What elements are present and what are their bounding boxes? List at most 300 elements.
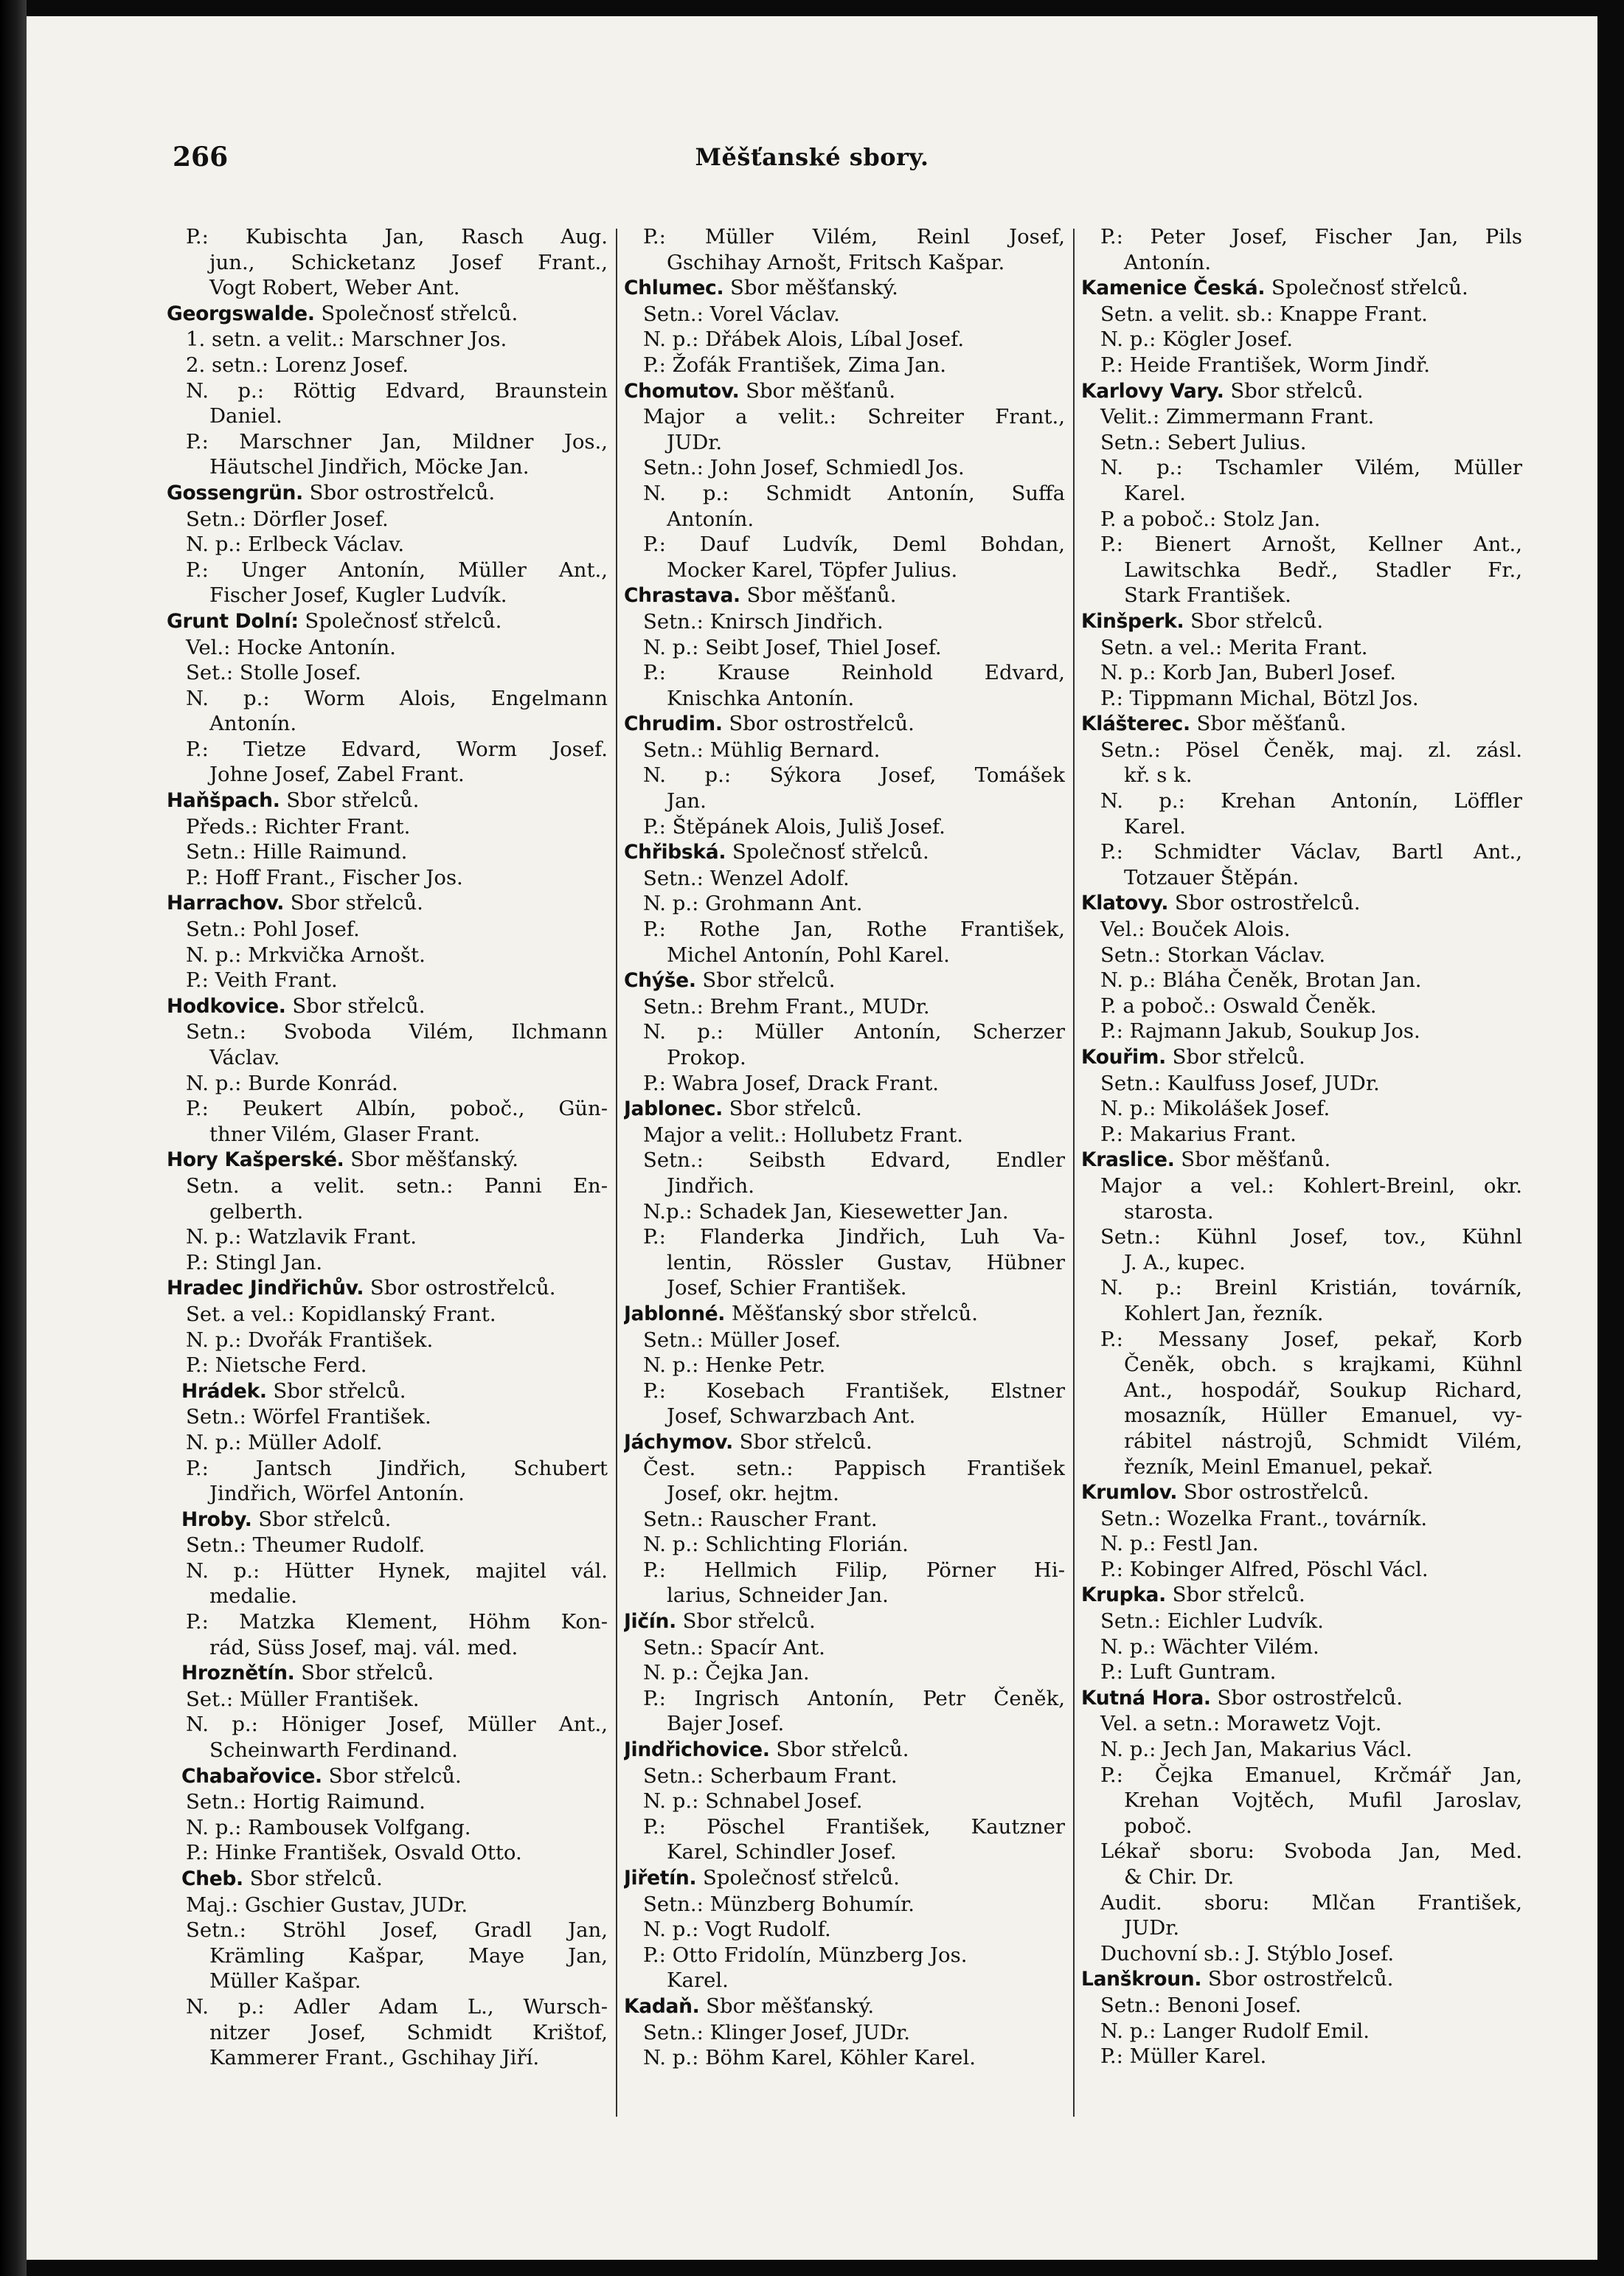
entry-line: P.: Wabra Josef, Drack Frant. [643, 1071, 940, 1095]
place-name: Hory Kašperské. [167, 1148, 344, 1172]
place-name: Krumlov. [1081, 1481, 1178, 1505]
entry-line: Antonín. [667, 507, 754, 531]
entry-line: rábitel nástrojů, Schmidt Vilém, [1124, 1429, 1522, 1453]
entry-line: thner Vilém, Glaser Frant. [209, 1122, 480, 1146]
corps-type: Sbor střelců. [243, 1867, 383, 1890]
entry-line: Čest. setn.: Pappisch František [643, 1456, 1065, 1480]
entry-line: Setn. a vel.: Merita Frant. [1100, 635, 1368, 659]
corps-type: Sbor střelců. [294, 1661, 434, 1685]
place-name: Jiřetín. [624, 1867, 697, 1890]
entry-heading [167, 993, 608, 1020]
entry-line: N. p.: Dřábek Alois, Líbal Josef. [643, 327, 965, 352]
entry-line: N. p.: Schmidt Antonín, Suffa [643, 481, 1065, 505]
place-name: Hroznětín. [181, 1662, 295, 1685]
entry-line: Setn.: Klinger Josef, JUDr. [643, 2020, 910, 2044]
entry-line: Setn. a velit. setn.: Panni En- [186, 1173, 608, 1198]
entry-line: N. p.: Vogt Rudolf. [643, 1918, 831, 1942]
entry-line: Vel.: Bouček Alois. [1100, 917, 1291, 942]
entry-line: N. p.: Hütter Hynek, majitel vál. [186, 1558, 608, 1583]
entry-line: Müller Kašpar. [209, 1969, 361, 1994]
entry-line: P.: Peter Josef, Fischer Jan, Pils [1100, 225, 1522, 249]
entry-line: Karel. [667, 1968, 729, 1993]
place-name: Hradec Jindřichův. [167, 1277, 364, 1300]
entry-line: Předs.: Richter Frant. [186, 814, 411, 839]
entry-line: kř. s k. [1124, 763, 1193, 788]
entry-line: Čeněk, obch. s krajkami, Kühnl [1124, 1353, 1522, 1377]
column-2 [624, 224, 1065, 2216]
corps-type: Sbor měšťanů. [1190, 712, 1347, 736]
place-name: Kraslice. [1081, 1148, 1175, 1172]
entry-line: P.: Veith Frant. [186, 968, 338, 993]
corps-type: Společnosť střelců. [696, 1866, 900, 1890]
corps-type: Sbor měšťanů. [1174, 1148, 1331, 1172]
entry-line: P.: Luft Guntram. [1100, 1660, 1277, 1685]
entry-line: Major a velit.: Schreiter Frant., [643, 405, 1065, 429]
entry-line: N. p.: Schnabel Josef. [643, 1789, 863, 1814]
entry-line: N. p.: Dvořák František. [186, 1328, 434, 1352]
entry-line: P.: Hinke František, Osvald Otto. [186, 1841, 522, 1865]
entry-line: Major a vel.: Kohlert-Breinl, okr. [1100, 1173, 1522, 1198]
entry-line: P.: Rajmann Jakub, Soukup Jos. [1100, 1019, 1420, 1044]
entry-line: Setn.: Hortig Raimund. [186, 1790, 426, 1814]
entry-line: N. p.: Bláha Čeněk, Brotan Jan. [1100, 968, 1422, 993]
entry-heading [1081, 378, 1522, 405]
corps-type: Společnosť střelců. [1265, 276, 1468, 300]
place-name: Chrastava. [624, 584, 740, 608]
entry-line: Stark František. [1124, 583, 1291, 608]
entry-heading [624, 711, 1065, 738]
entry-line: N. p.: Röttig Edvard, Braunstein [186, 378, 608, 403]
entry-heading [1081, 1582, 1522, 1609]
entry-line: N. p.: Höniger Josef, Müller Ant., [186, 1713, 608, 1737]
place-name: Hodkovice. [167, 994, 286, 1018]
corps-type: Sbor měšťanský. [723, 276, 898, 300]
entry-line: N. p.: Čejka Jan. [643, 1661, 810, 1685]
corps-type: Sbor střelců. [1184, 608, 1324, 633]
entry-heading [1081, 1147, 1522, 1173]
entry-line: Setn.: Wozelka Frant., továrník. [1100, 1506, 1428, 1530]
column-1 [167, 224, 608, 2216]
entry-heading [1081, 1479, 1522, 1506]
entry-heading [167, 1378, 608, 1405]
entry-heading [167, 890, 608, 917]
entry-line: jun., Schicketanz Josef Frant., [209, 250, 608, 274]
entry-line: P.: Müller Karel. [1100, 2044, 1267, 2069]
text-columns [167, 224, 1538, 2216]
entry-line: Setn.: Eichler Ludvík. [1100, 1609, 1324, 1634]
entry-line: N. p.: Festl Jan. [1100, 1532, 1259, 1556]
column-3 [1081, 224, 1522, 2216]
entry-line: Duchovní sb.: J. Stýblo Josef. [1100, 1941, 1395, 1966]
corps-type: Sbor ostrostřelců. [1201, 1967, 1394, 1991]
entry-line: Knischka Antonín. [667, 686, 855, 710]
entry-line: Setn.: Dörfler Josef. [186, 507, 389, 531]
entry-heading [1081, 1044, 1522, 1071]
column-rule-1 [616, 229, 617, 2117]
entry-line: P.: Jantsch Jindřich, Schubert [186, 1456, 608, 1480]
entry-line: N. p.: Jech Jan, Makarius Václ. [1100, 1738, 1412, 1762]
entry-line: Maj.: Gschier Gustav, JUDr. [186, 1892, 468, 1917]
entry-line: Totzauer Štěpán. [1124, 865, 1299, 889]
entry-line: Lékař sboru: Svoboda Jan, Med. [1100, 1839, 1522, 1864]
entry-line: N. p.: Worm Alois, Engelmann [186, 686, 608, 710]
place-name: Hroby. [181, 1507, 252, 1531]
entry-heading [167, 1275, 608, 1302]
entry-line: N. p.: Rambousek Volfgang. [186, 1815, 471, 1839]
entry-line: Velit.: Zimmermann Frant. [1100, 405, 1375, 429]
entry-line: P. a poboč.: Oswald Čeněk. [1100, 993, 1377, 1018]
entry-line: P.: Makarius Frant. [1100, 1122, 1297, 1146]
corps-type: Sbor ostrostřelců. [1168, 891, 1361, 915]
entry-line: N. p.: Korb Jan, Buberl Josef. [1100, 661, 1396, 685]
place-name: Lanškroun. [1081, 1968, 1202, 1991]
entry-line: Setn.: Vorel Václav. [643, 302, 840, 326]
entry-line: Kammerer Frant., Gschihay Jiří. [209, 2046, 540, 2070]
entry-line: P.: Messany Josef, pekař, Korb [1100, 1327, 1522, 1351]
entry-line: P.: Čejka Emanuel, Krčmář Jan, [1100, 1763, 1522, 1787]
page-number: 266 [173, 142, 229, 173]
entry-line: Setn.: Knirsch Jindřich. [643, 609, 884, 634]
entry-line: mosazník, Hüller Emanuel, vy- [1124, 1404, 1522, 1428]
entry-line: Fischer Josef, Kugler Ludvík. [209, 583, 507, 608]
entry-line: Scheinwarth Ferdinand. [209, 1738, 458, 1763]
entry-line: poboč. [1124, 1814, 1193, 1838]
corps-type: Sbor měšťanský. [699, 1994, 875, 2018]
entry-heading [1081, 608, 1522, 635]
entry-line: Setn.: Benoni Josef. [1100, 1993, 1302, 2017]
entry-line: P.: Otto Fridolín, Münzberg Jos. [643, 1943, 968, 1967]
corps-type: Sbor ostrostřelců. [1210, 1685, 1403, 1710]
entry-heading [624, 583, 1065, 609]
scanned-page [27, 16, 1597, 2260]
entry-line: N. p.: Seibt Josef, Thiel Josef. [643, 635, 942, 659]
entry-line: N. p.: Erlbeck Václav. [186, 532, 405, 557]
corps-type: Sbor střelců. [676, 1609, 816, 1634]
entry-heading [167, 480, 608, 507]
place-name: Karlovy Vary. [1081, 379, 1224, 403]
corps-type: Sbor měšťanů. [739, 378, 896, 403]
entry-heading [1081, 1685, 1522, 1712]
entry-line: gelberth. [209, 1199, 304, 1224]
place-name: Jindřichovice. [624, 1738, 770, 1762]
entry-line: JUDr. [667, 430, 723, 454]
place-name: Georgswalde. [167, 302, 315, 325]
entry-heading [167, 1660, 608, 1687]
entry-heading [1081, 275, 1522, 302]
entry-line: Audit. sboru: Mlčan František, [1100, 1890, 1522, 1915]
entry-heading [167, 608, 608, 635]
place-name: Chabařovice. [181, 1764, 322, 1788]
entry-line: N. p.: Breinl Kristián, továrník, [1100, 1276, 1522, 1300]
entry-line: P.: Nietsche Ferd. [186, 1353, 367, 1378]
entry-line: N. p.: Müller Adolf. [186, 1430, 383, 1454]
entry-line: N. p.: Kögler Josef. [1100, 327, 1293, 352]
entry-line: Jan. [667, 789, 707, 813]
entry-line: Setn.: Svoboda Vilém, Ilchmann [186, 1020, 608, 1044]
column-rule-2 [1073, 229, 1075, 2117]
entry-line: Setn.: Kühnl Josef, tov., Kühnl [1100, 1225, 1522, 1249]
entry-line: N. p.: Mikolášek Josef. [1100, 1097, 1330, 1121]
entry-line: N. p.: Mrkvička Arnošt. [186, 943, 426, 967]
corps-type: Společnosť střelců. [726, 840, 929, 864]
place-name: Gossengrün. [167, 481, 303, 504]
entry-line: P. a poboč.: Stolz Jan. [1100, 507, 1321, 531]
entry-line: P.: Müller Vilém, Reinl Josef, [643, 225, 1065, 249]
corps-type: Sbor střelců. [732, 1429, 872, 1454]
entry-line: P.: Ingrisch Antonín, Petr Čeněk, [643, 1686, 1065, 1710]
entry-line: P.: Marschner Jan, Mildner Jos., [186, 429, 608, 454]
entry-line: J. A., kupec. [1124, 1250, 1246, 1274]
entry-line: Bajer Josef. [667, 1712, 785, 1736]
place-name: Cheb. [181, 1867, 243, 1890]
entry-line: Setn.: Mühlig Bernard. [643, 738, 881, 762]
entry-line: Johne Josef, Zabel Frant. [209, 763, 465, 787]
entry-line: 1. setn. a velit.: Marschner Jos. [186, 327, 507, 352]
place-name: Harrachov. [167, 892, 285, 915]
entry-line: P.: Tietze Edvard, Worm Josef. [186, 737, 608, 761]
entry-line: Jindřich, Wörfel Antonín. [209, 1482, 465, 1506]
entry-line: Josef, Schier František. [667, 1276, 907, 1300]
place-name: Chomutov. [624, 379, 740, 403]
place-name: Jablonné. [624, 1302, 726, 1325]
corps-type: Sbor ostrostřelců. [302, 480, 496, 504]
entry-heading [624, 1994, 1065, 2020]
entry-line: P.: Rothe Jan, Rothe František, [643, 917, 1065, 942]
entry-line: Prokop. [667, 1046, 746, 1069]
entry-line: Setn.: John Josef, Schmiedl Jos. [643, 456, 965, 480]
corps-type: Sbor ostrostřelců. [722, 712, 915, 736]
entry-line: Setn.: Scherbaum Frant. [643, 1763, 898, 1788]
entry-line: Vel.: Hocke Antonín. [186, 635, 396, 659]
entry-line: Setn.: Pohl Josef. [186, 917, 360, 942]
entry-heading [167, 1507, 608, 1533]
corps-type: Sbor střelců. [1165, 1045, 1305, 1069]
corps-type: Sbor ostrostřelců. [364, 1276, 556, 1300]
entry-line: N. p.: Langer Rudolf Emil. [1100, 2019, 1370, 2043]
place-name: Klatovy. [1081, 892, 1169, 915]
corps-type: Společnosť střelců. [298, 608, 502, 633]
entry-heading [1081, 890, 1522, 917]
corps-type: Sbor střelců. [266, 1378, 406, 1403]
entry-line: P.: Heide František, Worm Jindř. [1100, 353, 1430, 377]
place-name: Jáchymov. [624, 1430, 733, 1454]
entry-line: Setn.: Wörfel František. [186, 1405, 431, 1429]
entry-line: Josef, Schwarzbach Ant. [667, 1404, 916, 1429]
entry-line: & Chir. Dr. [1124, 1865, 1235, 1889]
entry-heading [1081, 1966, 1522, 1993]
place-name: Kutná Hora. [1081, 1686, 1211, 1710]
entry-line: Setn.: Spacír Ant. [643, 1635, 825, 1659]
place-name: Kadaň. [624, 1994, 700, 2018]
entry-line: N. p.: Böhm Karel, Köhler Karel. [643, 2046, 976, 2070]
place-name: Grunt Dolní: [167, 609, 299, 633]
entry-line: Kohlert Jan, řezník. [1124, 1301, 1324, 1325]
entry-heading [624, 1865, 1065, 1892]
place-name: Kouřim. [1081, 1046, 1166, 1069]
place-name: Klášterec. [1081, 712, 1190, 736]
place-name: Chřibská. [624, 841, 726, 864]
entry-line: Setn.: Müller Josef. [643, 1328, 842, 1352]
entry-heading [624, 1609, 1065, 1635]
corps-type: Sbor střelců. [769, 1738, 909, 1762]
entry-line: P.: Peukert Albín, poboč., Gün- [186, 1097, 608, 1121]
entry-heading [624, 275, 1065, 302]
place-name: Haňšpach. [167, 789, 280, 813]
entry-line: starosta. [1124, 1199, 1214, 1224]
entry-line: P.: Flanderka Jindřich, Luh Va- [643, 1225, 1065, 1249]
entry-line: N. p.: Adler Adam L., Wursch- [186, 1994, 608, 2019]
entry-line: P.: Kobinger Alfred, Pöschl Václ. [1100, 1557, 1429, 1581]
place-name: Hrádek. [181, 1379, 267, 1403]
entry-line: P.: Pöschel František, Kautzner [643, 1814, 1065, 1839]
entry-line: Setn.: Wenzel Adolf. [643, 866, 850, 890]
entry-heading [624, 1096, 1065, 1123]
entry-line: lentin, Rössler Gustav, Hübner [667, 1250, 1065, 1274]
entry-heading [624, 839, 1065, 866]
entry-line: řezník, Meinl Emanuel, pekař. [1124, 1454, 1434, 1479]
entry-heading [167, 1866, 608, 1892]
entry-line: Josef, okr. hejtm. [667, 1482, 839, 1506]
corps-type: Sbor střelců. [285, 993, 426, 1018]
entry-heading [624, 1301, 1065, 1328]
corps-type: Sbor střelců. [251, 1507, 392, 1531]
corps-type: Společnosť střelců. [314, 301, 518, 325]
place-name: Chrudim. [624, 712, 723, 736]
entry-line: P.: Štěpánek Alois, Juliš Josef. [643, 814, 945, 839]
entry-line: N. p.: Tschamler Vilém, Müller [1100, 456, 1522, 480]
entry-line: P.: Schmidter Václav, Bartl Ant., [1100, 840, 1522, 864]
entry-line: Setn.: Hille Raimund. [186, 840, 408, 864]
entry-line: N. p.: Sýkora Josef, Tomášek [643, 763, 1065, 788]
entry-line: Set. a vel.: Kopidlanský Frant. [186, 1302, 496, 1326]
page-header [27, 142, 1597, 186]
entry-heading [167, 788, 608, 814]
entry-line: Ant., hospodář, Soukup Richard, [1124, 1378, 1522, 1402]
entry-line: N. p.: Henke Petr. [643, 1353, 826, 1378]
entry-line: P.: Unger Antonín, Müller Ant., [186, 558, 608, 582]
corps-type: Sbor měšťanský. [344, 1148, 519, 1172]
entry-heading [167, 1763, 608, 1790]
entry-line: P.: Stingl Jan. [186, 1250, 323, 1274]
corps-type: Sbor střelců. [280, 788, 420, 813]
entry-line: Karel. [1124, 481, 1186, 505]
corps-type: Sbor ostrostřelců. [1177, 1480, 1370, 1505]
entry-line: N. p.: Wächter Vilém. [1100, 1634, 1319, 1659]
entry-line: Vel. a setn.: Morawetz Vojt. [1100, 1712, 1382, 1736]
entry-line: P.: Matzka Klement, Höhm Kon- [186, 1610, 608, 1634]
entry-line: N. p.: Krehan Antonín, Löffler [1100, 789, 1522, 813]
entry-line: Jindřich. [667, 1173, 754, 1198]
entry-line: N. p.: Watzlavik Frant. [186, 1225, 417, 1249]
entry-line: P.: Bienert Arnošt, Kellner Ant., [1100, 532, 1522, 557]
entry-line: P.: Hellmich Filip, Pörner Hi- [643, 1558, 1065, 1582]
entry-line: Major a velit.: Hollubetz Frant. [643, 1123, 963, 1147]
entry-line: Krehan Vojtěch, Mufil Jaroslav, [1124, 1788, 1522, 1813]
entry-line: Setn.: Seibsth Edvard, Endler [643, 1148, 1065, 1173]
entry-heading [624, 1737, 1065, 1763]
corps-type: Sbor střelců. [1224, 378, 1364, 403]
entry-line: N. p.: Burde Konrád. [186, 1071, 398, 1095]
entry-heading [167, 1147, 608, 1173]
entry-line: Set.: Müller František. [186, 1687, 420, 1711]
corps-type: Sbor měšťanů. [740, 583, 897, 608]
entry-line: 2. setn.: Lorenz Josef. [186, 353, 409, 377]
entry-line: Set.: Stolle Josef. [186, 661, 361, 685]
entry-line: Häutschel Jindřich, Möcke Jan. [209, 455, 530, 479]
entry-line: Vogt Robert, Weber Ant. [209, 276, 460, 300]
entry-line: N. p.: Schlichting Florián. [643, 1533, 909, 1557]
scan-edge-left [0, 0, 27, 2276]
entry-line: Antonín. [209, 712, 297, 736]
entry-line: Karel, Schindler Josef. [667, 1840, 897, 1864]
entry-heading [1081, 711, 1522, 738]
entry-line: N. p.: Müller Antonín, Scherzer [643, 1020, 1065, 1044]
entry-line: Setn.: Brehm Frant., MUDr. [643, 994, 930, 1019]
entry-line: Mocker Karel, Töpfer Julius. [667, 558, 958, 582]
corps-type: Měšťanský sbor střelců. [725, 1301, 978, 1325]
entry-line: N. p.: Grohmann Ant. [643, 892, 863, 916]
entry-heading [624, 378, 1065, 405]
entry-line: Setn.: Sebert Julius. [1100, 430, 1307, 454]
place-name: Kinšperk. [1081, 609, 1184, 633]
entry-heading [167, 301, 608, 327]
entry-line: Setn.: Ströhl Josef, Gradl Jan, [186, 1918, 608, 1943]
entry-line: Setn.: Storkan Václav. [1100, 943, 1326, 967]
corps-type: Sbor střelců. [722, 1097, 862, 1121]
corps-type: Sbor střelců. [284, 891, 423, 915]
corps-type: Sbor střelců. [695, 968, 836, 993]
entry-line: P.: Hoff Frant., Fischer Jos. [186, 865, 463, 889]
entry-line: larius, Schneider Jan. [667, 1583, 889, 1608]
entry-line: P.: Dauf Ludvík, Deml Bohdan, [643, 532, 1065, 557]
place-name: Jablonec. [624, 1097, 723, 1121]
entry-line: Krämling Kašpar, Maye Jan, [209, 1943, 608, 1968]
entry-line: Gschihay Arnošt, Fritsch Kašpar. [667, 250, 1005, 274]
entry-line: Michel Antonín, Pohl Karel. [667, 943, 950, 967]
place-name: Jičín. [624, 1610, 676, 1634]
entry-line: nitzer Josef, Schmidt Krištof, [209, 2020, 608, 2044]
entry-line: Lawitschka Bedř., Stadler Fr., [1124, 558, 1522, 582]
entry-line: Karel. [1124, 814, 1186, 839]
entry-line: Setn.: Theumer Rudolf. [186, 1533, 426, 1558]
entry-line: Václav. [209, 1046, 280, 1069]
entry-line: Setn.: Münzberg Bohumír. [643, 1892, 915, 1916]
entry-line: Setn.: Pösel Čeněk, maj. zl. zásl. [1100, 738, 1522, 762]
entry-heading [624, 968, 1065, 994]
entry-line: P.: Kosebach František, Elstner [643, 1378, 1065, 1403]
place-name: Chýše. [624, 969, 696, 993]
entry-line: Setn.: Kaulfuss Josef, JUDr. [1100, 1071, 1380, 1095]
running-title: Měšťanské sbory. [695, 143, 929, 171]
entry-line: P.: Žofák František, Zima Jan. [643, 353, 947, 377]
corps-type: Sbor střelců. [1165, 1583, 1305, 1607]
place-name: Krupka. [1081, 1583, 1166, 1607]
entry-line: Setn. a velit. sb.: Knappe Frant. [1100, 302, 1428, 326]
place-name: Chlumec. [624, 277, 724, 300]
entry-line: Antonín. [1124, 250, 1212, 274]
entry-line: P.: Tippmann Michal, Bötzl Jos. [1100, 686, 1419, 710]
entry-line: rád, Süss Josef, maj. vál. med. [209, 1635, 518, 1659]
entry-line: Setn.: Rauscher Frant. [643, 1507, 878, 1531]
entry-line: medalie. [209, 1584, 297, 1609]
entry-line: N.p.: Schadek Jan, Kiesewetter Jan. [643, 1199, 1009, 1224]
entry-line: P.: Krause Reinhold Edvard, [643, 661, 1065, 685]
place-name: Kamenice Česká. [1081, 277, 1266, 300]
entry-heading [624, 1429, 1065, 1456]
entry-line: Daniel. [209, 404, 282, 429]
entry-line: JUDr. [1124, 1916, 1180, 1940]
entry-line: P.: Kubischta Jan, Rasch Aug. [186, 225, 608, 249]
